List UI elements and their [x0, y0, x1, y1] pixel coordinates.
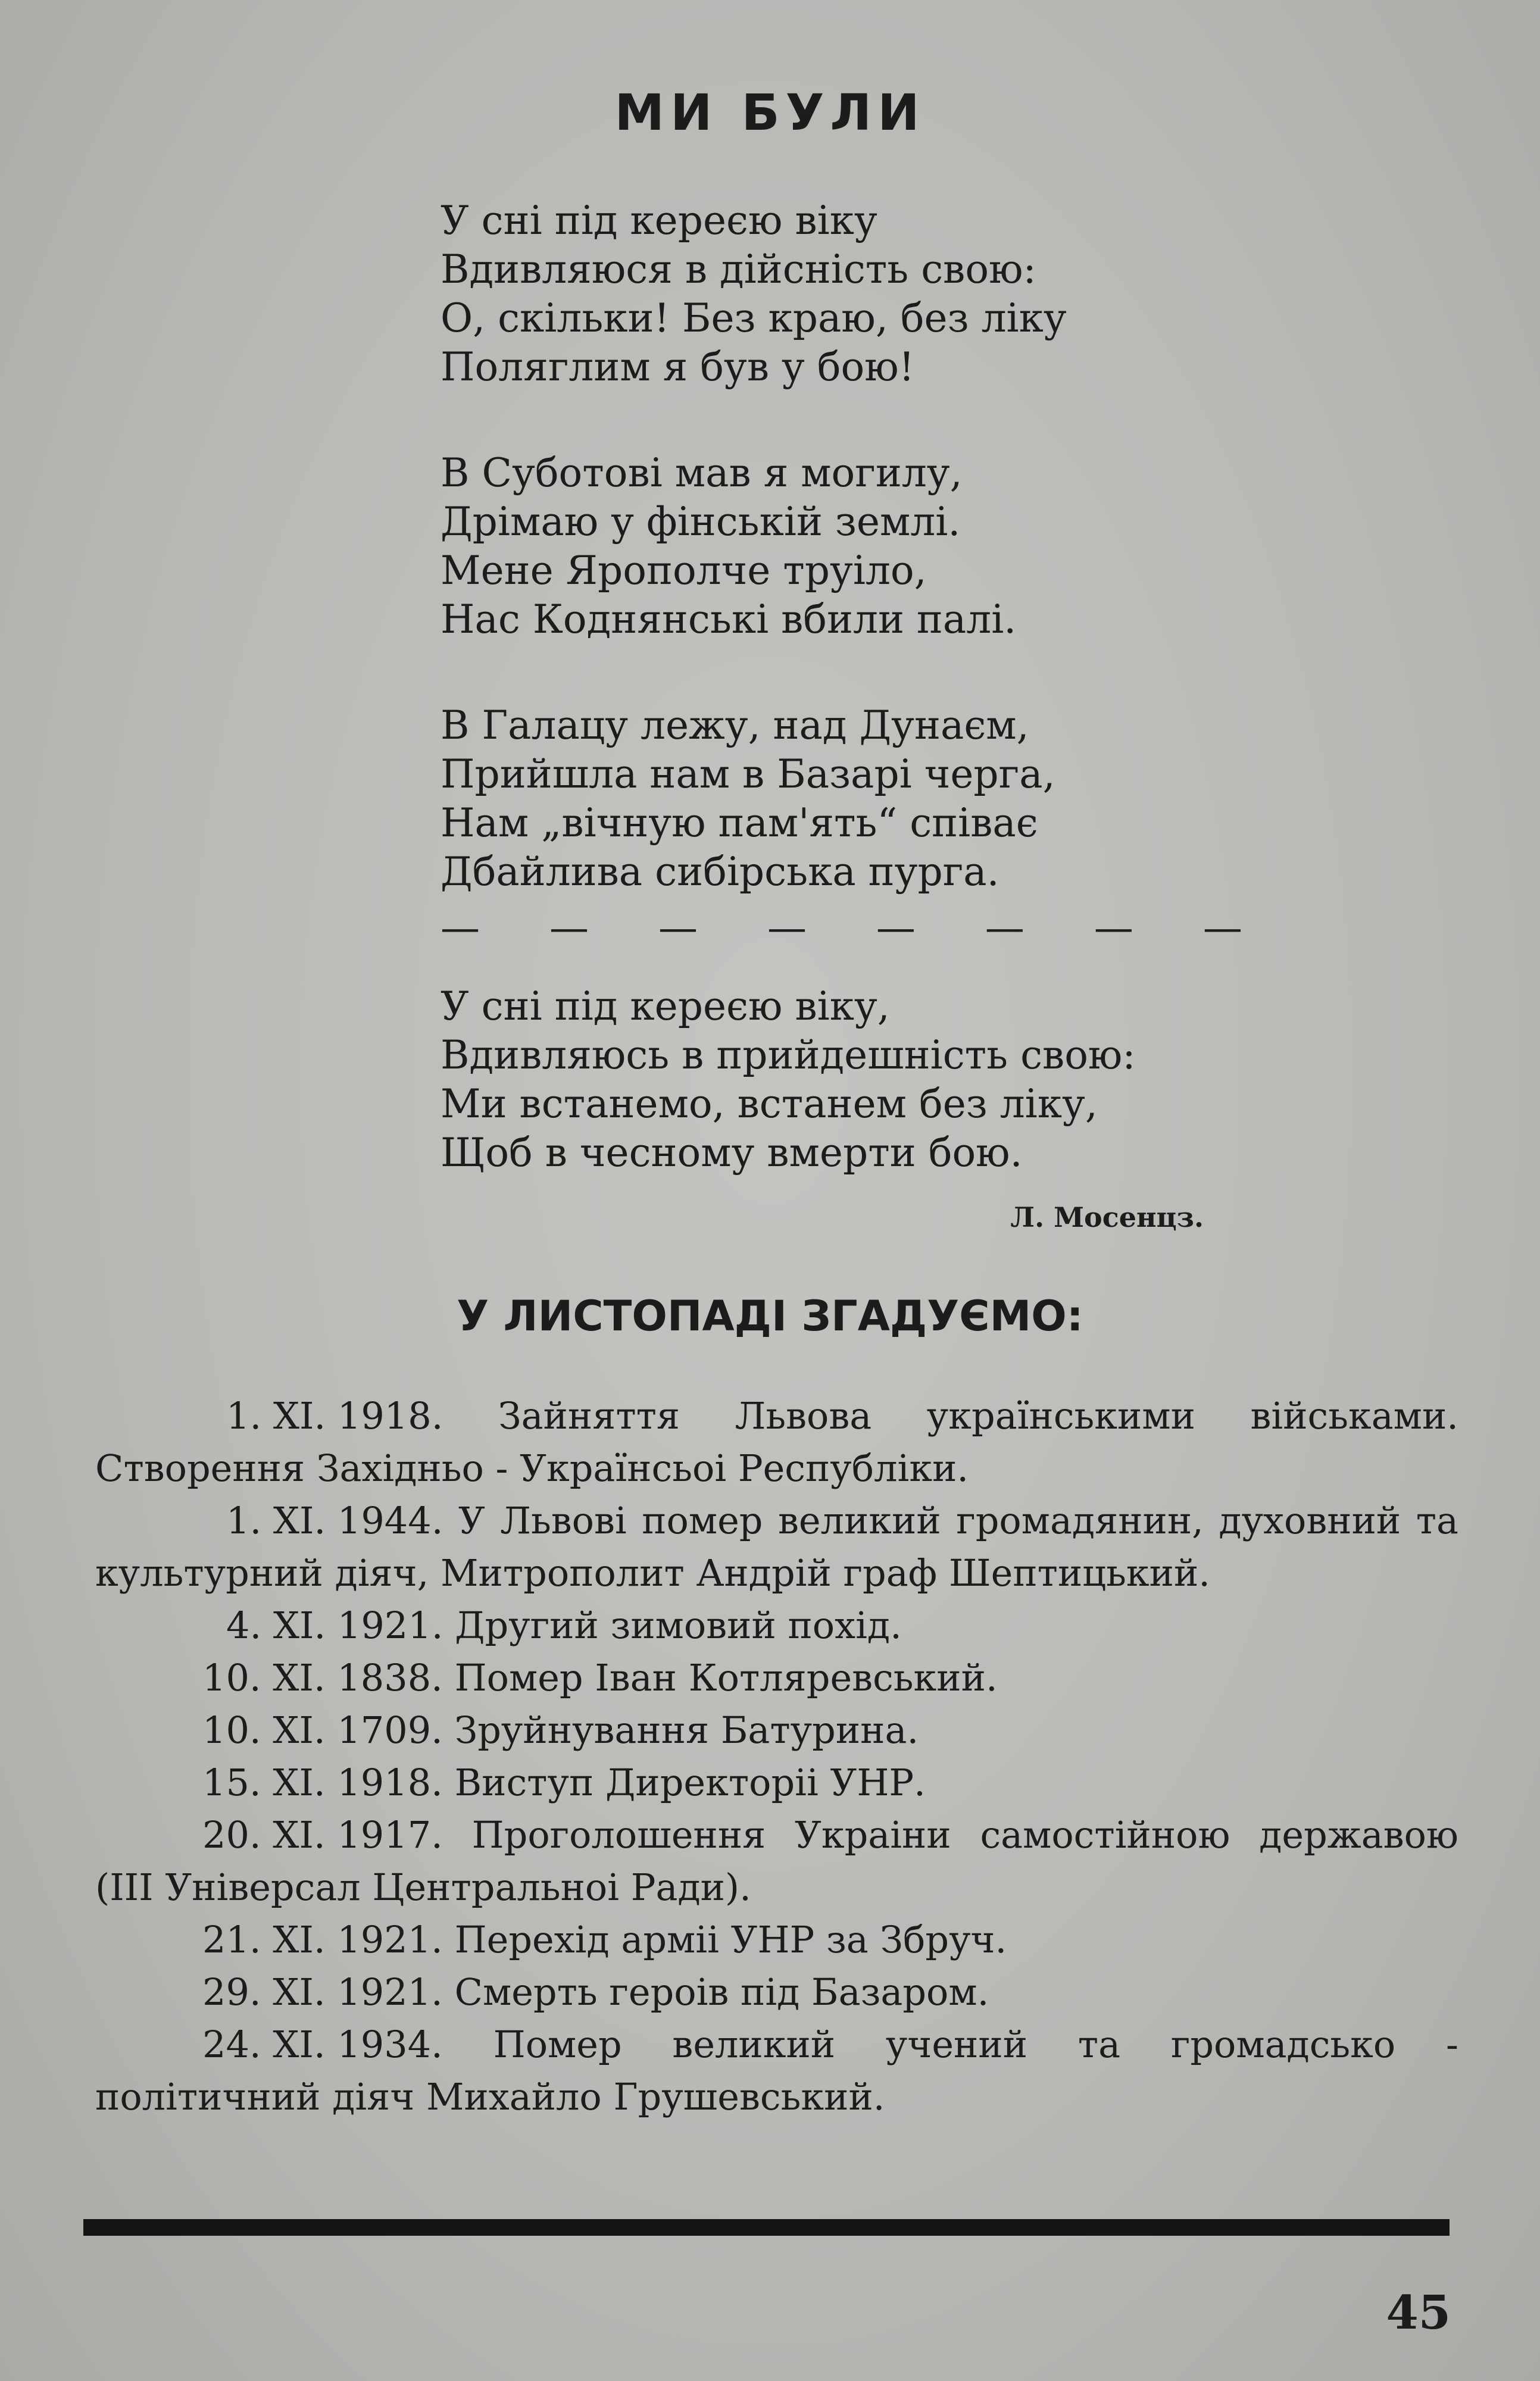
poem-line: У сні під кереєю віку — [441, 198, 877, 243]
poem-line: О, скільки! Без краю, без ліку — [441, 295, 1067, 341]
poem-line: Ми встанемо, встанем без ліку, — [441, 1081, 1098, 1127]
poem-line: Нам „вічную пам'ять“ співає — [441, 800, 1038, 846]
events-list — [95, 1390, 1458, 2123]
poem-body — [441, 196, 1067, 954]
poem-line: Вдивляюсь в прийдешність свою: — [441, 1032, 1136, 1078]
stanza-4 — [441, 982, 1136, 1177]
event-item — [95, 2018, 1458, 2123]
event-date: 1. XI. 1918. — [226, 1394, 443, 1438]
stanza-1 — [441, 196, 1067, 392]
event-item — [95, 1704, 1458, 1757]
event-item — [95, 1914, 1458, 1966]
stanza-2 — [441, 449, 1067, 644]
poem-line: Дрімаю у фінській землі. — [441, 499, 961, 545]
stanza-3 — [441, 701, 1067, 896]
event-text: Зайняття Львова українськими військами. Створення Західньо - Українсьoi Республіки. — [95, 1394, 1458, 1490]
event-date: 4. XI. 1921. — [226, 1604, 443, 1647]
event-item — [95, 1809, 1458, 1914]
event-date: 1. XI. 1944. — [226, 1499, 443, 1542]
poem-line: Прийшла нам в Базарі черга, — [441, 751, 1055, 797]
horizontal-rule — [83, 2219, 1450, 2236]
poem-line: Нас Коднянські вбили палі. — [441, 596, 1017, 642]
event-item — [95, 1966, 1458, 2018]
event-text: Другий зимовий похід. — [455, 1604, 902, 1647]
section-title: У ЛИСТОПАДІ ЗГАДУЄМО: — [457, 1292, 1083, 1341]
event-text: Зруйнування Батурина. — [454, 1708, 919, 1752]
poem-line: Вдивляюся в дійсність свою: — [441, 246, 1036, 292]
event-date: 20. XI. 1917. — [202, 1813, 443, 1857]
event-item — [95, 1390, 1458, 1495]
event-date: 21. XI. 1921. — [202, 1918, 443, 1961]
poem-line: Поляглим я був у бою! — [441, 344, 915, 390]
poem-line: Мене Ярополче труіло, — [441, 548, 927, 593]
event-text: Смерть героів під Базаром. — [454, 1970, 989, 2014]
poem-line: Дбайлива сибірська пурга. — [441, 849, 999, 895]
event-item — [95, 1652, 1458, 1704]
poem-line: В Галацу лежу, над Дунаєм, — [441, 702, 1029, 748]
poem-title: МИ БУЛИ — [614, 83, 926, 142]
event-date: 29. XI. 1921. — [202, 1970, 443, 2014]
poem-author: Л. Мосенцз. — [1010, 1201, 1204, 1233]
event-date: 24. XI. 1934. — [202, 2023, 443, 2066]
event-item — [95, 1599, 1458, 1652]
event-date: 15. XI. 1918. — [202, 1761, 443, 1804]
event-item — [95, 1495, 1458, 1599]
poem-line: В Суботові мав я могилу, — [441, 450, 963, 496]
event-text: Проголошення Украіни самостійною державою (III Універсал Центральноi Ради). — [95, 1813, 1458, 1909]
page-number: 45 — [1386, 2286, 1451, 2340]
event-text: Помер великий учений та громадсько - політичний діяч Михайло Грушевський. — [95, 2023, 1458, 2118]
event-text: Виступ Директоріі УНР. — [454, 1761, 926, 1804]
event-text: Перехід арміі УНР за Збруч. — [454, 1918, 1007, 1961]
stanza-separator: — — — — — — — — — [441, 905, 1271, 951]
event-date: 10. XI. 1838. — [202, 1656, 443, 1699]
event-item — [95, 1757, 1458, 1809]
event-date: 10. XI. 1709. — [202, 1708, 443, 1752]
poem-line: У сні під кереєю віку, — [441, 983, 890, 1029]
event-text: Помер Іван Котляревський. — [454, 1656, 998, 1699]
poem-line: Щоб в чесному вмерти бою. — [441, 1130, 1023, 1176]
event-text: У Львові помер великий громадянин, духовний та культурний діяч, Митрополит Андрій граф Шептицький. — [95, 1499, 1458, 1595]
